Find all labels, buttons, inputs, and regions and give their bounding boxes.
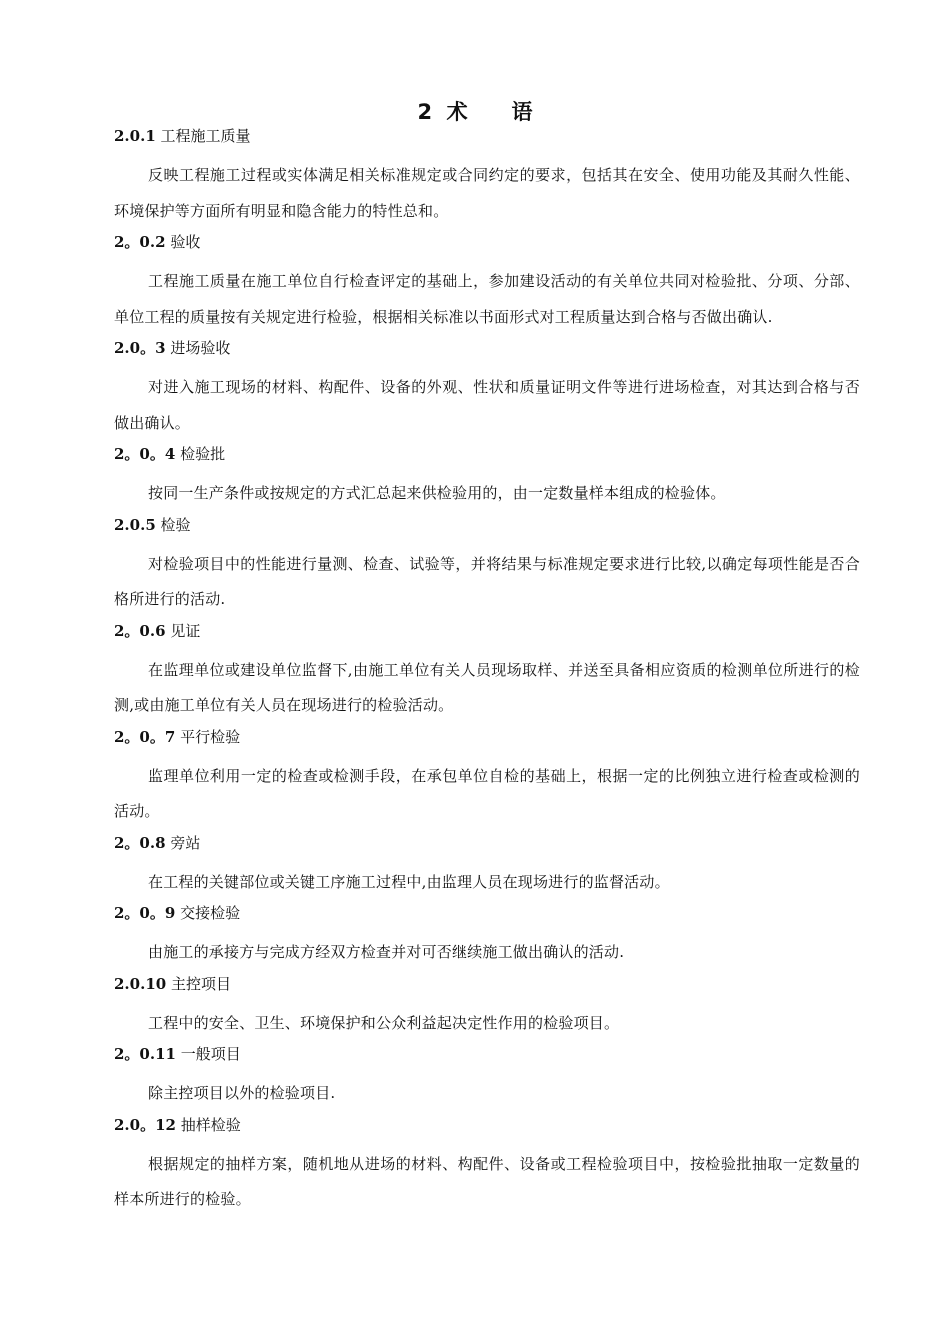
page-title: 2 术 语 <box>417 100 533 124</box>
term-number: 2。0。7 <box>114 727 176 746</box>
term-definition: 按同一生产条件或按规定的方式汇总起来供检验用的，由一定数量样本组成的检验体。 <box>148 484 726 502</box>
term-name: 交接检验 <box>180 904 241 922</box>
term-number: 2.0.1 <box>114 127 156 145</box>
term-heading <box>114 229 860 263</box>
term-number: 2。0.11 <box>114 1045 176 1063</box>
term-heading <box>114 724 860 758</box>
term-name: 旁站 <box>170 833 201 852</box>
terms-list <box>114 123 860 1218</box>
term-heading <box>114 1041 860 1075</box>
term-definition: 反映工程施工过程或实体满足相关标准规定或合同约定的要求，包括其在安全、使用功能及其耐久性能、环境保护等方面所有明显和隐含能力的特性总和。 <box>114 166 860 220</box>
term-definition: 工程中的安全、卫生、环境保护和公众利益起决定性作用的检验项目。 <box>148 1013 620 1032</box>
term-heading <box>114 971 860 1005</box>
term-definition: 对进入施工现场的材料、构配件、设备的外观、性状和质量证明文件等进行进场检查，对其达到合格与否做出确认。 <box>114 378 860 432</box>
term-number: 2。0.2 <box>114 233 166 251</box>
term-heading <box>114 1112 860 1146</box>
term-section <box>114 229 860 335</box>
term-number: 2。0。4 <box>114 445 176 463</box>
term-name: 主控项目 <box>170 974 231 993</box>
term-heading <box>114 830 860 864</box>
term-section <box>114 724 860 830</box>
term-number: 2。0。9 <box>114 904 176 922</box>
term-definition: 在工程的关键部位或关键工序施工过程中,由监理人员在现场进行的监督活动。 <box>148 872 670 891</box>
term-definition: 监理单位利用一定的检查或检测手段，在承包单位自检的基础上，根据一定的比例独立进行检查或检测的活动。 <box>114 766 860 820</box>
term-number: 2。0.8 <box>114 833 166 852</box>
term-section <box>114 512 860 618</box>
term-number: 2.0.10 <box>114 974 167 993</box>
term-name: 检验批 <box>180 445 226 463</box>
term-number: 2。0.6 <box>114 621 166 640</box>
term-definition: 根据规定的抽样方案，随机地从进场的材料、构配件、设备或工程检验项目中，按检验批抽取一定数量的样本所进行的检验。 <box>114 1154 860 1208</box>
term-section <box>114 971 860 1042</box>
term-definition: 除主控项目以外的检验项目. <box>148 1084 336 1102</box>
term-section <box>114 335 860 441</box>
term-heading <box>114 335 860 369</box>
term-heading <box>114 618 860 652</box>
term-name: 抽样检验 <box>180 1115 241 1134</box>
term-heading <box>114 441 860 475</box>
term-name: 见证 <box>170 621 201 640</box>
term-section <box>114 1041 860 1112</box>
term-name: 验收 <box>170 233 201 251</box>
term-heading <box>114 123 860 157</box>
term-number: 2.0.5 <box>114 515 156 534</box>
term-name: 平行检验 <box>180 727 241 746</box>
term-name: 检验 <box>160 515 191 534</box>
term-section <box>114 123 860 229</box>
term-name: 一般项目 <box>180 1045 241 1063</box>
term-definition: 在监理单位或建设单位监督下,由施工单位有关人员现场取样、并送至具备相应资质的检测单位所进行的检测,或由施工单位有关人员在现场进行的检验活动。 <box>114 660 860 714</box>
term-definition: 工程施工质量在施工单位自行检查评定的基础上，参加建设活动的有关单位共同对检验批、分项、分部、单位工程的质量按有关规定进行检验，根据相关标准以书面形式对工程质量达到合格与否做出确认. <box>114 272 860 326</box>
term-section <box>114 1112 860 1218</box>
term-number: 2.0。12 <box>114 1115 176 1134</box>
term-name: 工程施工质量 <box>160 127 251 145</box>
term-name: 进场验收 <box>170 339 231 357</box>
term-section <box>114 830 860 901</box>
term-section <box>114 618 860 724</box>
term-definition: 由施工的承接方与完成方经双方检查并对可否继续施工做出确认的活动. <box>148 943 625 961</box>
term-number: 2.0。3 <box>114 339 166 357</box>
term-section <box>114 900 860 971</box>
term-section <box>114 441 860 512</box>
term-heading <box>114 900 860 934</box>
term-definition: 对检验项目中的性能进行量测、检查、试验等，并将结果与标准规定要求进行比较,以确定每项性能是否合格所进行的活动. <box>114 554 860 608</box>
term-heading <box>114 512 860 546</box>
